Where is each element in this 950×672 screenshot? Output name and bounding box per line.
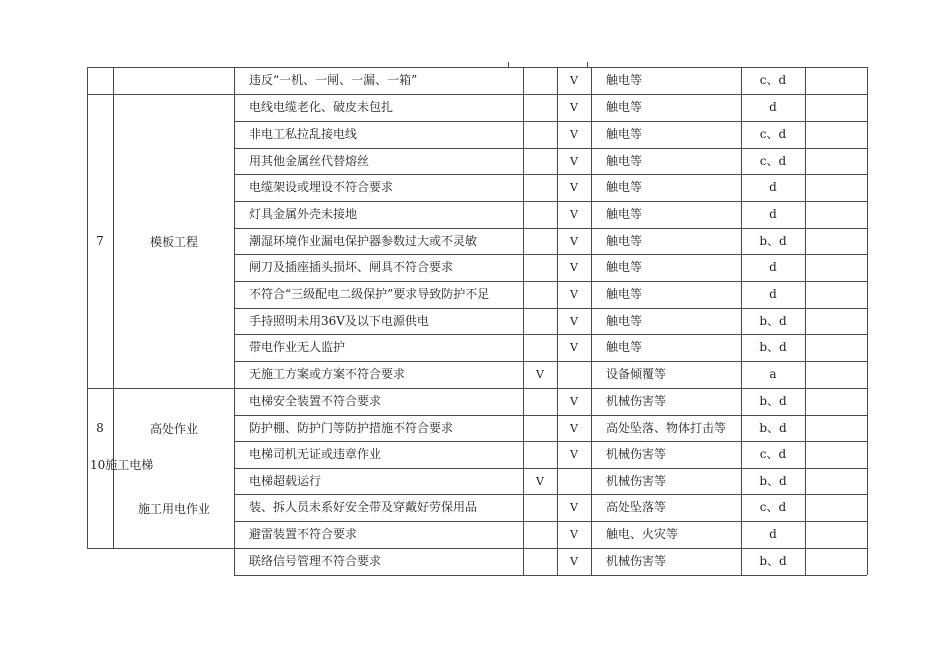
mark-cell-1: V — [536, 474, 544, 488]
group-8-number: 8 — [96, 421, 104, 435]
result-cell: 触电等 — [606, 127, 643, 142]
mark-cell-1 — [523, 494, 557, 521]
group-rule — [87, 67, 234, 68]
result-cell: 触电等 — [606, 100, 643, 115]
mark-cell-1 — [523, 94, 557, 121]
mark-cell-1 — [523, 281, 557, 308]
hazard-cell: 违反“一机、一闸、一漏、一箱” — [249, 73, 418, 88]
hazard-cell: 非电工私拉乱接电线 — [249, 127, 358, 142]
hazard-cell: 手持照明未用36V及以下电源供电 — [249, 314, 429, 329]
result-cell: 触电等 — [606, 180, 643, 195]
mark-cell-2: V — [570, 314, 578, 328]
mark-cell-2: V — [570, 340, 578, 354]
result-cell: 设备倾覆等 — [606, 367, 667, 382]
mark-cell-1 — [523, 254, 557, 281]
mark-cell-2: V — [570, 287, 578, 301]
group-9-name: 施工用电作业 — [137, 501, 210, 516]
result-cell: 触电等 — [606, 154, 643, 169]
hazard-cell: 潮湿环境作业漏电保护器参数过大或不灵敏 — [249, 234, 478, 249]
mark-cell-2: V — [570, 234, 578, 248]
result-cell: 机械伤害等 — [606, 554, 667, 569]
level-cell: d — [769, 207, 777, 222]
mark-cell-2: V — [570, 447, 578, 461]
level-cell: d — [769, 260, 777, 275]
level-cell: d — [769, 100, 777, 115]
result-cell: 触电等 — [606, 340, 643, 355]
result-cell: 触电等 — [606, 314, 643, 329]
mark-cell-1 — [523, 201, 557, 228]
mark-cell-2: V — [570, 394, 578, 408]
hazard-cell: 闸刀及插座插头损坏、闸具不符合要求 — [249, 260, 454, 275]
mark-cell-1 — [523, 548, 557, 575]
result-cell: 高处坠落等 — [606, 500, 667, 515]
hazard-cell: 装、拆人员未系好安全带及穿戴好劳保用品 — [249, 500, 478, 515]
level-cell: a — [769, 367, 777, 382]
mark-cell-1 — [523, 415, 557, 442]
mark-cell-2: V — [570, 260, 578, 274]
result-cell: 触电、火灾等 — [606, 527, 679, 542]
level-cell: b、d — [759, 314, 787, 329]
mark-cell-2: V — [570, 554, 578, 568]
hazard-cell: 灯具金属外壳未接地 — [249, 207, 358, 222]
hazard-cell: 防护棚、防护门等防护措施不符合要求 — [249, 421, 454, 436]
hazard-cell: 电梯安全装置不符合要求 — [249, 394, 382, 409]
hazard-cell: 不符合“三级配电二级保护”要求导致防护不足 — [249, 287, 490, 302]
hazard-cell: 联络信号管理不符合要求 — [249, 554, 382, 569]
mark-cell-1 — [523, 148, 557, 175]
mark-cell-1 — [523, 228, 557, 255]
level-cell: c、d — [759, 154, 787, 169]
hazard-cell: 电梯司机无证或违章作业 — [249, 447, 382, 462]
mark-cell-2 — [557, 468, 591, 495]
hazard-cell: 带电作业无人监护 — [249, 340, 346, 355]
stray-section-label: 10施工电梯 — [90, 458, 154, 472]
mark-cell-1 — [523, 174, 557, 201]
hazard-cell: 避雷装置不符合要求 — [249, 527, 358, 542]
level-cell: c、d — [759, 127, 787, 142]
result-cell: 触电等 — [606, 73, 643, 88]
level-cell: c、d — [759, 73, 787, 88]
hazard-cell: 电线电缆老化、破皮未包扎 — [249, 100, 394, 115]
result-cell: 触电等 — [606, 207, 643, 222]
level-cell: b、d — [759, 234, 787, 249]
result-cell: 机械伤害等 — [606, 447, 667, 462]
mark-cell-2 — [557, 361, 591, 388]
level-cell: d — [769, 180, 777, 195]
result-cell: 触电等 — [606, 287, 643, 302]
mark-cell-1 — [523, 67, 557, 94]
row-rule — [234, 575, 867, 576]
result-cell: 触电等 — [606, 234, 643, 249]
mark-cell-2: V — [570, 100, 578, 114]
level-cell: b、d — [759, 421, 787, 436]
mark-cell-2: V — [570, 207, 578, 221]
mark-cell-1 — [523, 521, 557, 548]
level-cell: d — [769, 527, 777, 542]
group-7-number: 7 — [96, 234, 104, 248]
level-cell: b、d — [759, 394, 787, 409]
hazard-cell: 无施工方案或方案不符合要求 — [249, 367, 406, 382]
mark-cell-2: V — [570, 180, 578, 194]
hazard-cell: 电梯超载运行 — [249, 474, 322, 489]
column-rule — [805, 67, 806, 575]
group-8-name: 高处作业 — [149, 421, 198, 436]
hazard-cell: 用其他金属丝代替熔丝 — [249, 154, 370, 169]
mark-cell-1 — [523, 308, 557, 335]
group-7-name: 模板工程 — [149, 234, 198, 249]
mark-cell-1 — [523, 334, 557, 361]
result-cell: 高处坠落、物体打击等 — [606, 421, 727, 436]
mark-cell-1 — [523, 121, 557, 148]
group-rule — [87, 548, 234, 549]
mark-cell-2: V — [570, 73, 578, 87]
level-cell: b、d — [759, 474, 787, 489]
mark-cell-2: V — [570, 421, 578, 435]
level-cell: d — [769, 287, 777, 302]
column-rule — [867, 67, 868, 575]
mark-cell-2: V — [570, 154, 578, 168]
result-cell: 机械伤害等 — [606, 394, 667, 409]
mark-cell-1 — [523, 441, 557, 468]
level-cell: c、d — [759, 500, 787, 515]
result-cell: 触电等 — [606, 260, 643, 275]
level-cell: b、d — [759, 340, 787, 355]
mark-cell-1: V — [536, 367, 544, 381]
level-cell: c、d — [759, 447, 787, 462]
mark-cell-1 — [523, 388, 557, 415]
mark-cell-2: V — [570, 127, 578, 141]
hazard-cell: 电缆架设或埋设不符合要求 — [249, 180, 394, 195]
mark-cell-2: V — [570, 527, 578, 541]
result-cell: 机械伤害等 — [606, 474, 667, 489]
level-cell: b、d — [759, 554, 787, 569]
mark-cell-2: V — [570, 500, 578, 514]
